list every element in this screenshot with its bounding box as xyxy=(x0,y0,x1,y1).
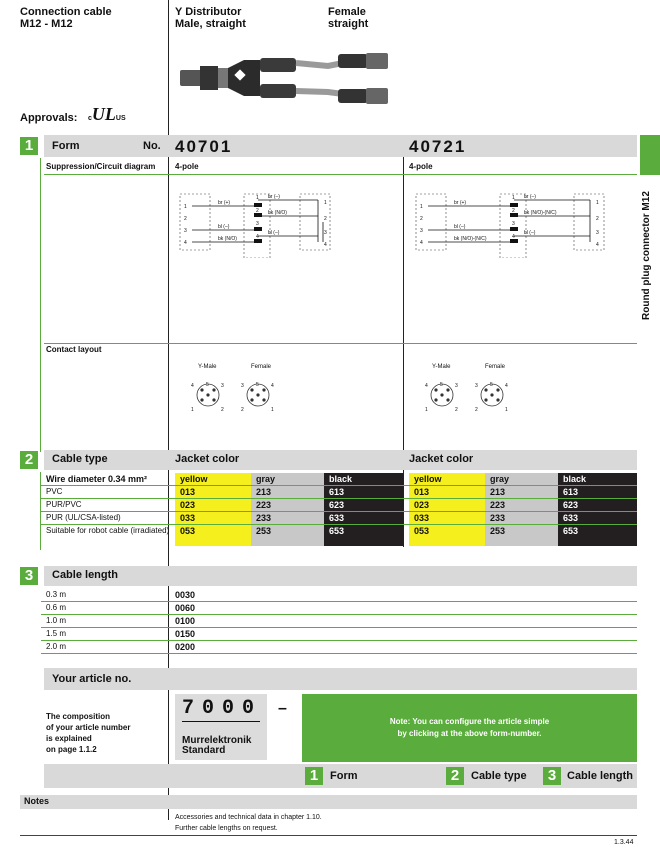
svg-text:1: 1 xyxy=(191,407,194,413)
ul-logo-icon: UL xyxy=(91,104,116,124)
cable-code-cell[interactable]: 223 xyxy=(256,500,272,510)
length-code-cell[interactable]: 0200 xyxy=(175,642,196,652)
jacket-color-label-1: Jacket color xyxy=(175,453,240,465)
form-label: Form xyxy=(52,140,80,152)
d1-wire-bl-minus: bl (–) xyxy=(218,224,230,230)
cable-code-cell[interactable]: 233 xyxy=(490,513,506,523)
d2-left-pin-3: 3 xyxy=(420,228,423,234)
section1-number: 1 xyxy=(20,137,38,155)
note-line-2: by clicking at the above form-number. xyxy=(397,729,542,738)
d1-mid-pin-2: 2 xyxy=(256,208,259,214)
article-dash: – xyxy=(278,700,287,717)
d1-mid-pin-3: 3 xyxy=(256,221,259,227)
notes-line-2: Further cable lengths on request. xyxy=(175,825,278,832)
svg-text:4: 4 xyxy=(191,383,194,389)
composition-line-3: is explained xyxy=(46,734,92,743)
d2-wire-br-minus: br (–) xyxy=(524,194,536,200)
d2-right-pin-4: 4 xyxy=(596,242,599,248)
svg-text:1: 1 xyxy=(505,407,508,413)
cable-code-cell[interactable]: 013 xyxy=(180,487,196,497)
approval-mark-right: US xyxy=(115,115,126,122)
d1-wire-br-plus: br (+) xyxy=(218,200,231,206)
length-row-divider xyxy=(41,601,637,602)
d1-wire-bk-no-2: bk (N/O) xyxy=(268,210,287,216)
contact-layout-label: Contact layout xyxy=(46,345,102,354)
d2-right-pin-2: 2 xyxy=(596,216,599,222)
notes-line-1: Accessories and technical data in chapter 1.10. xyxy=(175,814,322,821)
cable-code-cell[interactable]: 023 xyxy=(180,500,196,510)
length-row-label: 1.5 m xyxy=(46,629,67,638)
cable-code-cell[interactable]: 033 xyxy=(414,513,430,523)
contact-layout-40721 xyxy=(420,378,520,414)
d1-left-pin-3: 3 xyxy=(184,228,187,234)
distributor-title: Y Distributor xyxy=(175,6,242,18)
cable-code-cell[interactable]: 233 xyxy=(256,513,272,523)
suppression-underline xyxy=(44,174,637,175)
distributor-subtitle: Male, straight xyxy=(175,18,246,30)
article-digits xyxy=(182,697,262,720)
cable-code-cell[interactable]: 253 xyxy=(256,526,272,536)
contact-male-label-1: Y-Male xyxy=(198,364,217,370)
d1-wire-bl-minus-2: bl (–) xyxy=(268,230,280,236)
section2-header-band xyxy=(44,450,637,470)
cable-code-cell[interactable]: 053 xyxy=(414,526,430,536)
d1-right-pin-4: 4 xyxy=(324,242,327,248)
d2-mid-pin-3: 3 xyxy=(512,221,515,227)
cable-code-cell[interactable]: 613 xyxy=(329,487,345,497)
svg-text:3: 3 xyxy=(455,383,458,389)
cable-code-cell[interactable]: 213 xyxy=(256,487,272,497)
d1-right-pin-3: 3 xyxy=(324,230,327,236)
brand-line-2: Standard xyxy=(182,745,226,756)
jacket-color-label-2: Jacket color xyxy=(409,453,474,465)
svg-text:5: 5 xyxy=(440,382,443,388)
notes-band xyxy=(20,795,637,809)
cable-code-cell[interactable]: 013 xyxy=(414,487,430,497)
cable-row-label: PUR (UL/CSA-listed) xyxy=(46,513,121,522)
approvals-label: Approvals: xyxy=(20,112,78,124)
section1-margin-line xyxy=(40,158,41,452)
section2-number: 2 xyxy=(20,451,38,469)
section3-header-band xyxy=(44,566,637,586)
product-title: Connection cable xyxy=(20,6,112,18)
svg-text:2: 2 xyxy=(241,407,244,413)
cable-code-cell[interactable]: 623 xyxy=(563,500,579,510)
d2-wire-bl-minus: bl (–) xyxy=(454,224,466,230)
cable-code-cell[interactable]: 033 xyxy=(180,513,196,523)
suppression-label: Suppression/Circuit diagram xyxy=(46,162,156,171)
female-subtitle: straight xyxy=(328,18,369,30)
d2-left-pin-2: 2 xyxy=(420,216,423,222)
jacket-color-header: gray xyxy=(490,474,510,484)
cable-code-cell[interactable]: 223 xyxy=(490,500,506,510)
legend-number-3: 3 xyxy=(543,767,561,785)
length-row-divider xyxy=(41,627,637,628)
contact-layout-40701 xyxy=(186,378,286,414)
cable-code-cell[interactable]: 633 xyxy=(329,513,345,523)
length-row-label: 1.0 m xyxy=(46,616,67,625)
jacket-color-header: black xyxy=(563,474,587,484)
cable-type-label: Cable type xyxy=(52,453,108,465)
jacket-color-header: black xyxy=(329,474,353,484)
d2-right-pin-1: 1 xyxy=(596,200,599,206)
length-row-label: 2.0 m xyxy=(46,642,67,651)
cable-row-label: Suitable for robot cable (irradiated) xyxy=(46,526,170,535)
length-code-cell[interactable]: 0150 xyxy=(175,629,196,639)
female-title: Female xyxy=(328,6,366,18)
d2-wire-bk-no-nc: bk (N/O)-(N/C) xyxy=(454,236,487,242)
jacket-color-header: yellow xyxy=(414,474,442,484)
product-subtitle: M12 - M12 xyxy=(20,18,73,30)
d2-mid-pin-2: 2 xyxy=(512,208,515,214)
cable-row-label: PUR/PVC xyxy=(46,500,82,509)
svg-text:5: 5 xyxy=(256,382,259,388)
column-divider-main xyxy=(168,0,169,820)
digits-underline xyxy=(182,721,260,722)
section3-number: 3 xyxy=(20,567,38,585)
cable-code-cell[interactable]: 653 xyxy=(563,526,579,536)
article-header-band xyxy=(44,668,637,690)
cable-code-cell[interactable]: 613 xyxy=(563,487,579,497)
cable-code-cell[interactable]: 023 xyxy=(414,500,430,510)
product-number-40701[interactable]: 40701 xyxy=(175,137,233,156)
d1-left-pin-2: 2 xyxy=(184,216,187,222)
configure-note-panel[interactable] xyxy=(302,694,637,762)
cable-code-cell[interactable]: 253 xyxy=(490,526,506,536)
legend-number-2: 2 xyxy=(446,767,464,785)
length-row-divider xyxy=(41,653,637,654)
d1-wire-br-minus: br (–) xyxy=(268,194,280,200)
article-digit-3: 0 xyxy=(222,697,243,720)
d2-right-pin-3: 3 xyxy=(596,230,599,236)
svg-text:4: 4 xyxy=(271,383,274,389)
d2-wire-bl-minus-2: bl (–) xyxy=(524,230,536,236)
svg-text:2: 2 xyxy=(455,407,458,413)
d2-wire-bk-no-nc-2: bk (N/O)-(N/C) xyxy=(524,210,557,216)
cable-code-cell[interactable]: 213 xyxy=(490,487,506,497)
article-digit-4: 0 xyxy=(242,697,263,720)
svg-text:2: 2 xyxy=(221,407,224,413)
cable-code-cell[interactable]: 053 xyxy=(180,526,196,536)
cable-row-label: PVC xyxy=(46,487,63,496)
poles-label-2: 4-pole xyxy=(409,162,433,171)
side-tab-marker xyxy=(640,135,660,175)
length-row-label: 0.6 m xyxy=(46,603,67,612)
length-row-label: 0.3 m xyxy=(46,590,67,599)
article-title: Your article no. xyxy=(52,673,132,685)
length-code-cell[interactable]: 0060 xyxy=(175,603,196,613)
d2-left-pin-1: 1 xyxy=(420,204,423,210)
legend-label-cable-length: Cable length xyxy=(567,770,634,782)
jacket-color-header: yellow xyxy=(180,474,208,484)
svg-text:5: 5 xyxy=(490,382,493,388)
circuit-diagram-40701 xyxy=(178,192,338,258)
poles-label-1: 4-pole xyxy=(175,162,199,171)
d1-right-pin-1: 1 xyxy=(324,200,327,206)
ul-approval-mark xyxy=(88,104,126,125)
contact-layout-topline xyxy=(44,343,637,344)
d2-mid-pin-4: 4 xyxy=(512,234,515,240)
notes-label: Notes xyxy=(24,796,50,806)
length-row-divider xyxy=(41,614,637,615)
jacket-color-header: gray xyxy=(256,474,276,484)
circuit-diagram-40721 xyxy=(414,192,614,258)
product-number-40721[interactable]: 40721 xyxy=(409,137,467,156)
svg-text:4: 4 xyxy=(505,383,508,389)
svg-text:3: 3 xyxy=(475,383,478,389)
svg-text:1: 1 xyxy=(271,407,274,413)
d2-wire-br-plus: br (+) xyxy=(454,200,467,206)
y-cable-product-image xyxy=(178,46,398,110)
article-digit-1: 7 xyxy=(182,697,203,720)
svg-text:5: 5 xyxy=(206,382,209,388)
svg-text:3: 3 xyxy=(221,383,224,389)
section1-header-band xyxy=(44,135,637,157)
no-label: No. xyxy=(143,140,161,152)
svg-text:4: 4 xyxy=(425,383,428,389)
note-line-1: Note: You can configure the article simple xyxy=(389,717,550,726)
composition-line-1: The composition xyxy=(46,712,110,721)
brand-line-1: Murrelektronik xyxy=(182,735,252,746)
composition-line-2: of your article number xyxy=(46,723,131,732)
d2-left-pin-4: 4 xyxy=(420,240,423,246)
svg-text:1: 1 xyxy=(425,407,428,413)
composition-text xyxy=(46,711,130,755)
legend-label-form: Form xyxy=(330,770,358,782)
svg-text:2: 2 xyxy=(475,407,478,413)
approval-mark-left: c xyxy=(88,115,92,122)
cable-code-cell[interactable]: 633 xyxy=(563,513,579,523)
composition-line-4: on page 1.1.2 xyxy=(46,745,97,754)
svg-text:3: 3 xyxy=(241,383,244,389)
d2-mid-pin-1: 1 xyxy=(512,195,515,201)
length-code-cell[interactable]: 0030 xyxy=(175,590,196,600)
contact-male-label-2: Y-Male xyxy=(432,364,451,370)
wire-diameter-label: Wire diameter 0.34 mm² xyxy=(46,474,147,484)
d1-right-pin-2: 2 xyxy=(324,216,327,222)
legend-label-cable-type: Cable type xyxy=(471,770,527,782)
contact-female-label-1: Female xyxy=(251,364,272,370)
cable-length-label: Cable length xyxy=(52,569,119,581)
d1-wire-bk-no: bk (N/O) xyxy=(218,236,237,242)
d1-mid-pin-4: 4 xyxy=(256,234,259,240)
length-code-cell[interactable]: 0100 xyxy=(175,616,196,626)
d1-left-pin-4: 4 xyxy=(184,240,187,246)
cable-code-cell[interactable]: 623 xyxy=(329,500,345,510)
legend-number-1: 1 xyxy=(305,767,323,785)
d1-mid-pin-1: 1 xyxy=(256,195,259,201)
side-tab-label: Round plug connector M12 xyxy=(641,191,652,320)
footer-rule xyxy=(20,835,637,836)
length-row-divider xyxy=(41,640,637,641)
article-digit-2: 0 xyxy=(202,697,223,720)
page-number: 1.3.44 xyxy=(614,839,634,846)
contact-female-label-2: Female xyxy=(485,364,506,370)
cable-code-cell[interactable]: 653 xyxy=(329,526,345,536)
d1-left-pin-1: 1 xyxy=(184,204,187,210)
